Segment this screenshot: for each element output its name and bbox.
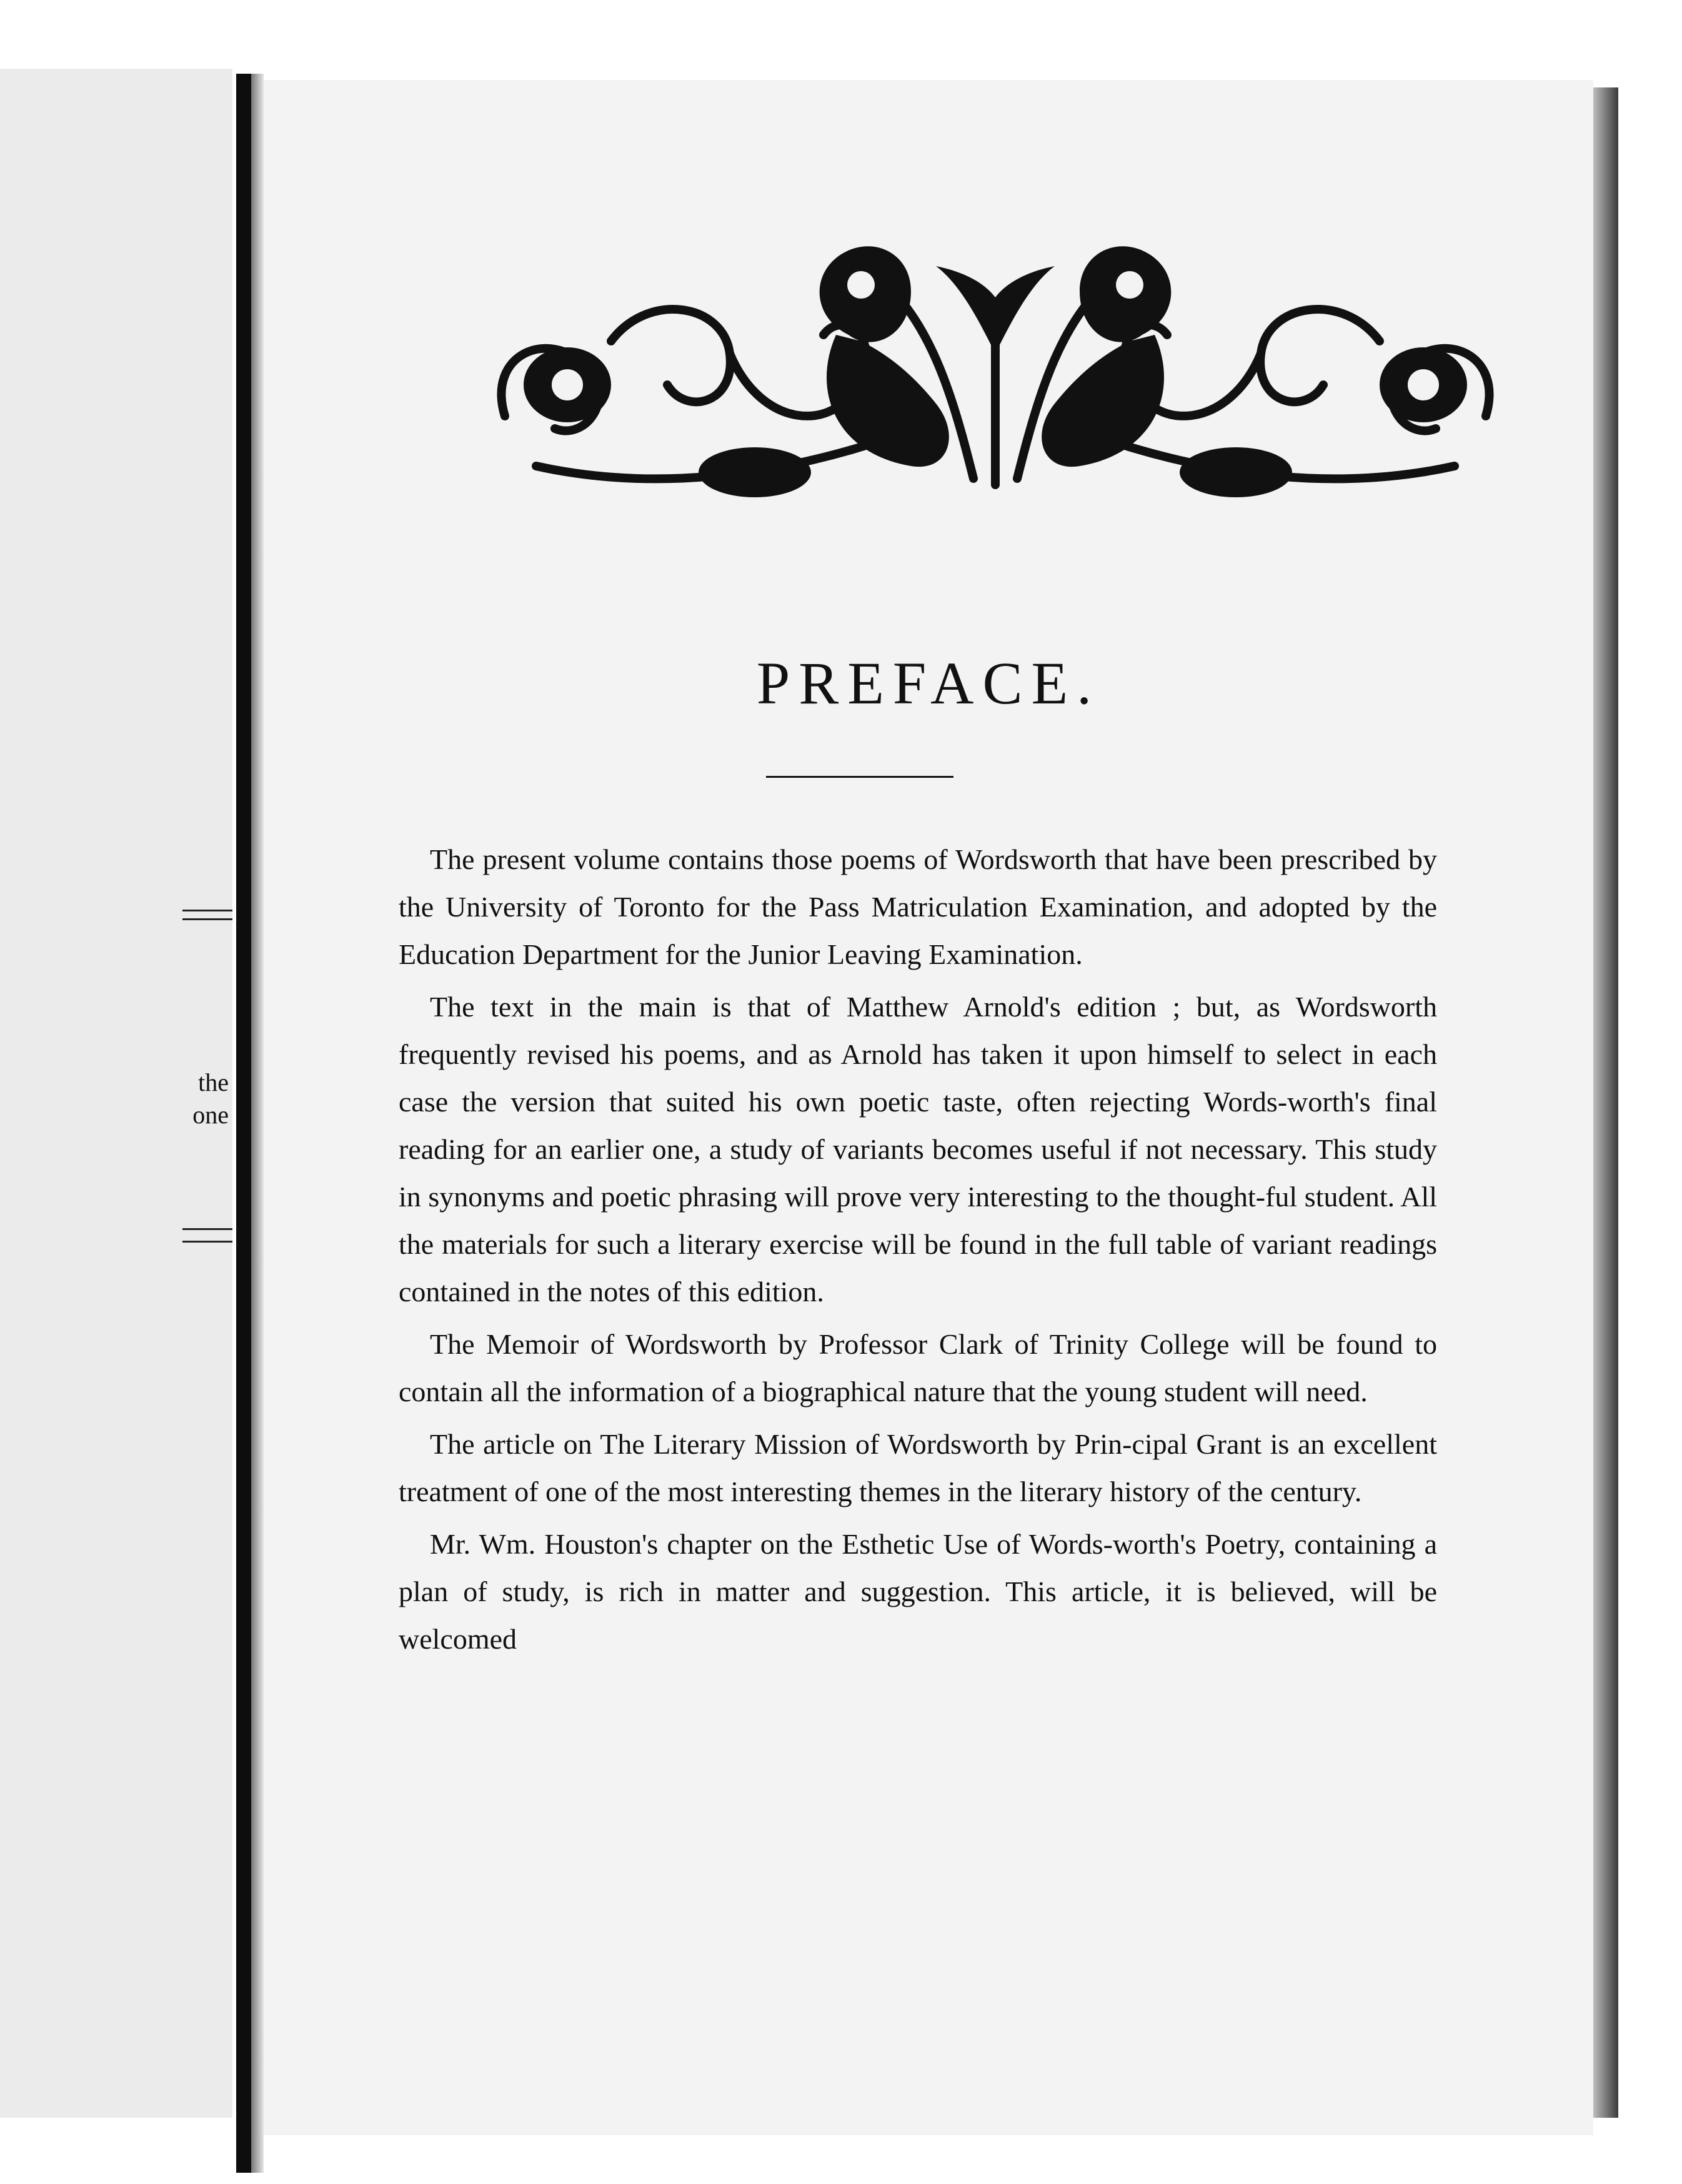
- book-spine: [236, 74, 251, 2173]
- text-fragment: the: [198, 1068, 229, 1096]
- facing-page-fragment: [0, 69, 232, 2118]
- gutter-shadow: [251, 74, 264, 2173]
- text-fragment: one: [192, 1101, 229, 1129]
- title-rule: [766, 776, 953, 778]
- page-title: PREFACE.: [756, 650, 1101, 717]
- preface-page: [264, 80, 1593, 2135]
- headpiece-ornament: [461, 229, 1530, 501]
- paragraph: Mr. Wm. Houston's chapter on the Esthetic Use of Words-worth's Poetry, containing a plan of study, is rich in matter and suggestion. This article, it is believed, will be welcomed: [399, 1528, 1437, 1655]
- paragraph: The Memoir of Wordsworth by Professor Clark of Trinity College will be found to contain all the information of a biographical nature that the young student will need.: [399, 1328, 1437, 1407]
- paragraph: The article on The Literary Mission of Wordsworth by Prin-cipal Grant is an excellent treatment of one of the most interesting themes in the literary history of the century.: [399, 1428, 1437, 1507]
- page-edge-shadow: [1593, 87, 1618, 2118]
- preface-body: [399, 836, 1437, 1668]
- rule-fragment: [182, 1241, 232, 1243]
- paragraph: The text in the main is that of Matthew Arnold's edition ; but, as Wordsworth frequently revised his poems, and as Arnold has taken it upon himself to select in each case the version that suited his own poetic taste, often rejecting Words-worth's final reading for an earlier one, a study of variants becomes useful if not necessary. This study in synonyms and poetic phrasing will prove very interesting to the thought-ful student. All the materials for such a literary exercise will be found in the full table of variant readings contained in the notes of this edition.: [399, 991, 1437, 1308]
- rule-fragment: [182, 1228, 232, 1230]
- rule-fragment: [182, 918, 232, 920]
- rule-fragment: [182, 910, 232, 911]
- paragraph: The present volume contains those poems of Wordsworth that have been prescribed by the University of Toronto for the Pass Matriculation Examination, and adopted by the Education Department for the Junior Leaving Examination.: [399, 843, 1437, 970]
